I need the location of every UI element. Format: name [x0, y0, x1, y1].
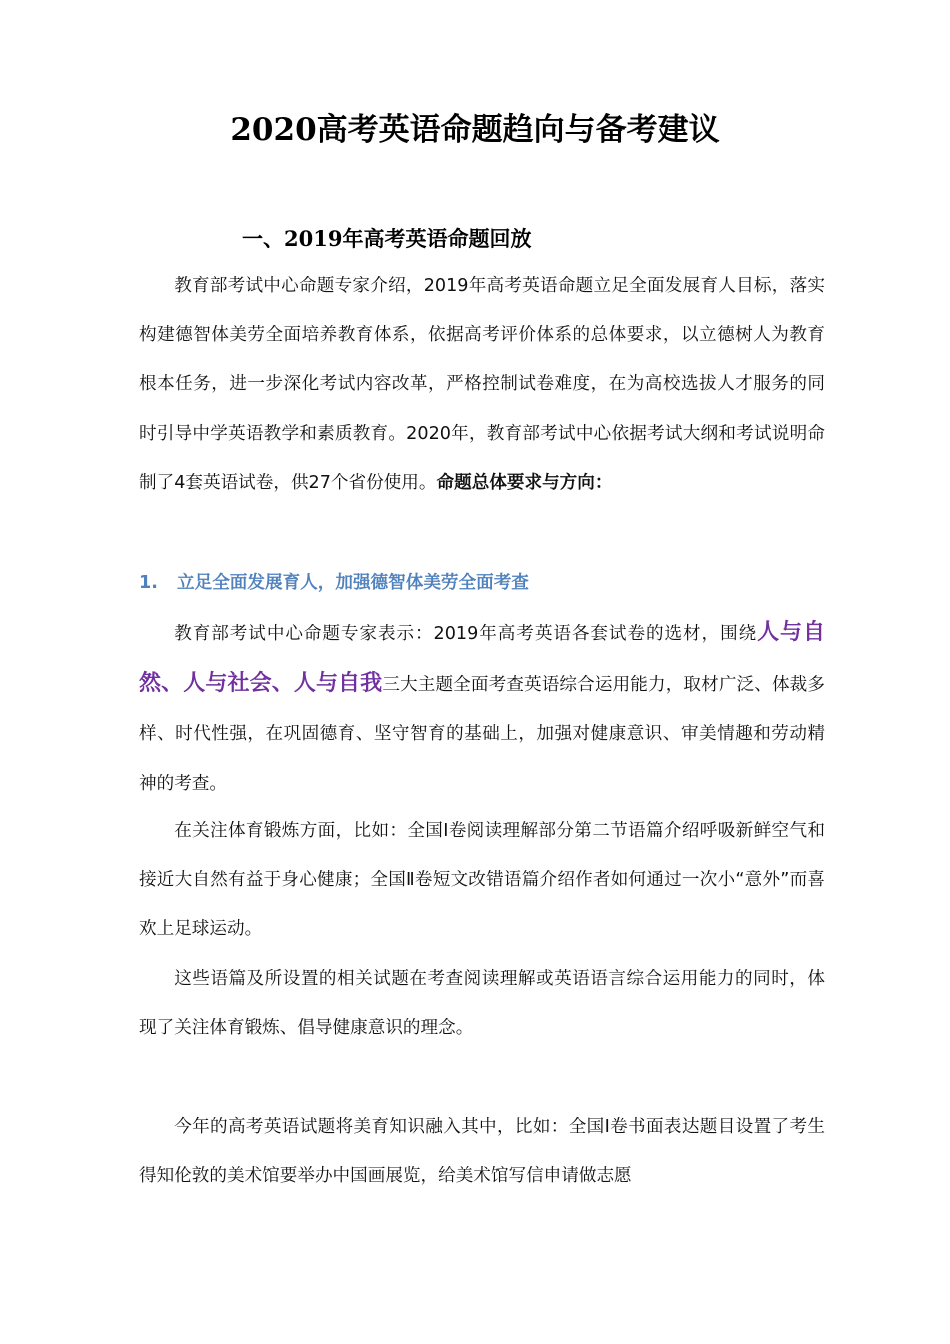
paragraph-themes-end: 三大主题全面考查英语综合运用能力，取材广泛、体裁多样、时代性强，在巩固德育、坚守智育的基础上，加强对健康意识、审美情趣和劳动精神的考查。	[139, 675, 825, 794]
document-title: 2020高考英语命题趋向与备考建议	[230, 112, 720, 148]
paragraph-sports: 在关注体育锻炼方面，比如：全国Ⅰ卷阅读理解部分第二节语篇介绍呼吸新鲜空气和接近大自然有益于身心健康；全国Ⅱ卷短文改错语篇介绍作者如何通过一次小“意外”而喜欢上足球运动。	[139, 821, 825, 940]
paragraph-aesthetics: 今年的高考英语试题将美育知识融入其中，比如：全国Ⅰ卷书面表达题目设置了考生得知伦敦的美术馆要举办中国画展览，给美术馆写信申请做志愿	[139, 1117, 825, 1187]
themes-highlight: 人与自然、人与社会、人与自我	[139, 620, 825, 697]
section-heading: 一、2019年高考英语命题回放	[242, 226, 532, 251]
requirements-lead-in: 命题总体要求与方向：	[436, 472, 613, 493]
subheading-1	[139, 566, 529, 600]
subheading-text: 立足全面发展育人，加强德智体美劳全面考查	[177, 573, 529, 593]
paragraph-health: 这些语篇及所设置的相关试题在考查阅读理解或英语语言综合运用能力的同时，体现了关注体育锻炼、倡导健康意识的理念。	[139, 969, 825, 1039]
paragraph-themes-start: 教育部考试中心命题专家表示：2019年高考英语各套试卷的选材，围绕	[174, 624, 758, 644]
paragraph-intro	[139, 262, 825, 508]
paragraph-intro-text: 教育部考试中心命题专家介绍，2019年高考英语命题立足全面发展育人目标，落实构建德智体美劳全面培养教育体系，依据高考评价体系的总体要求，以立德树人为教育根本任务，进一步深化考试内容改革，严格控制试卷难度，在为高校选拔人才服务的同时引导中学英语教学和素质教育。2020年，教育部考试中心依据考试大纲和考试说明命制了4套英语试卷，供27个省份使用。	[139, 276, 825, 493]
paragraph-themes	[139, 608, 825, 809]
subheading-number: 1.	[139, 573, 158, 593]
